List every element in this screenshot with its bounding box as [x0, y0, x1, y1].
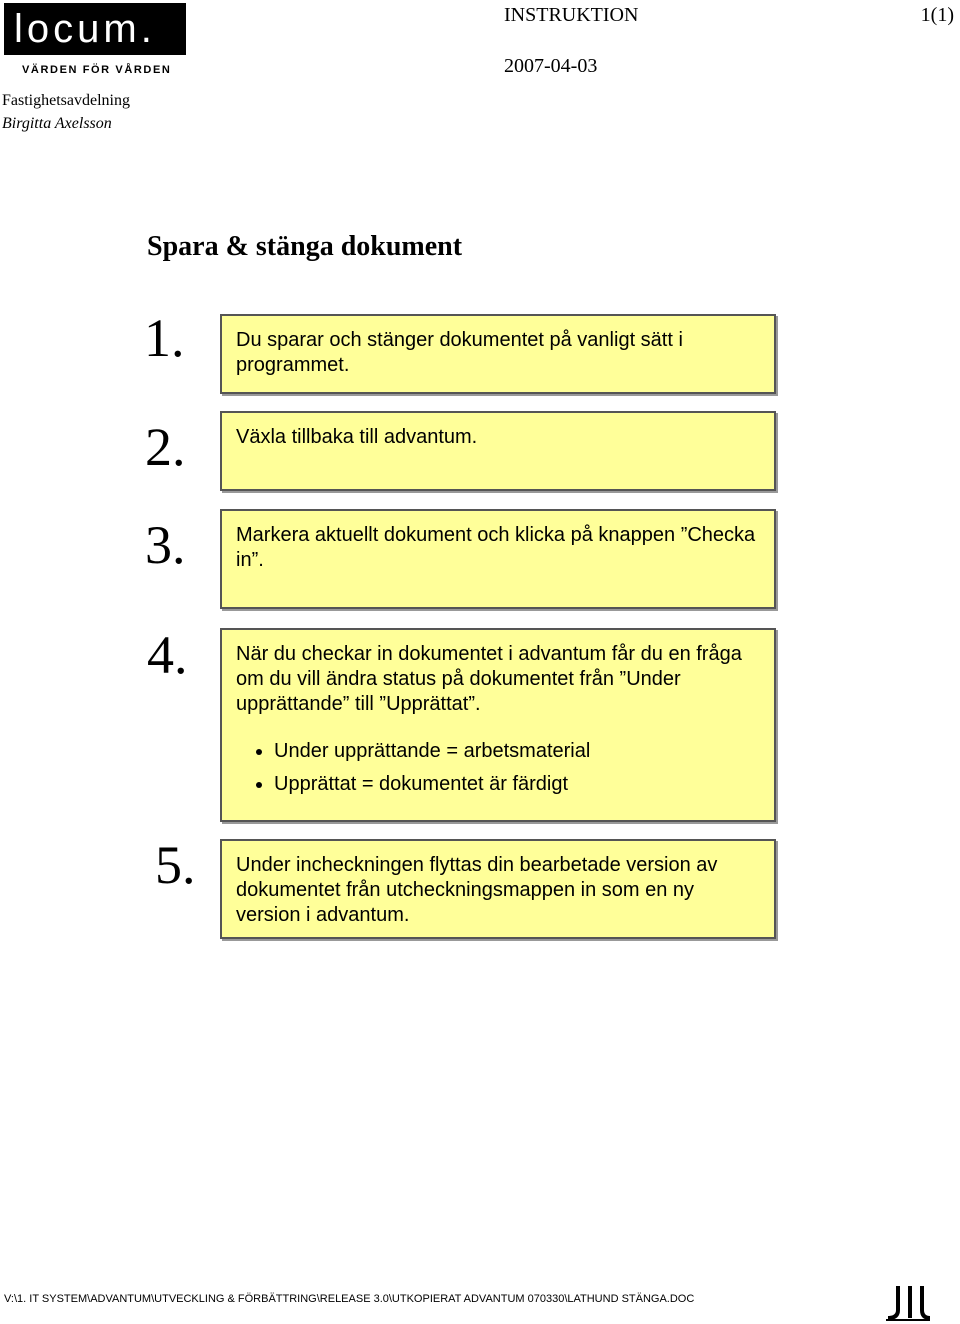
author: Birgitta Axelsson [2, 115, 112, 132]
step-number-4: 4. [147, 625, 188, 685]
document-title: Spara & stänga dokument [147, 231, 463, 262]
step-box-4 [220, 628, 776, 822]
status-list-item: • Under upprättande = arbetsmaterial [274, 735, 760, 768]
step-text-5: Under incheckningen flyttas din bearbetade version av dokumentet från utcheckningsmappen in som en ny version i advantum. [236, 854, 718, 926]
logo-text: locum. [14, 7, 156, 51]
step-text-3: Markera aktuellt dokument och klicka på knappen ”Checka in”. [236, 524, 756, 571]
status-list-item: • Upprättat = dokumentet är färdigt [274, 768, 760, 801]
step-box-5 [220, 839, 776, 939]
step-box-1 [220, 314, 776, 394]
step-text-4: När du checkar in dokumentet i advantum får du en fråga om du vill ändra status på dokumentet från ”Under upprättande” till ”Upprättat”. [236, 643, 742, 715]
document-date: 2007-04-03 [504, 55, 598, 77]
locum-logo [4, 3, 186, 55]
page-number: 1(1) [920, 4, 954, 26]
step-number-2: 2. [145, 417, 186, 477]
step-box-3 [220, 509, 776, 609]
step-number-1: 1. [144, 308, 185, 368]
step-text-1: Du sparar och stänger dokumentet på vanligt sätt i programmet. [236, 329, 683, 376]
document-type: INSTRUKTION [504, 4, 639, 26]
step-text-2: Växla tillbaka till advantum. [236, 426, 478, 448]
status-list [236, 735, 760, 801]
step-box-2 [220, 411, 776, 491]
locum-symbol-icon [884, 1284, 932, 1322]
file-path: V:\1. IT SYSTEM\ADVANTUM\UTVECKLING & FÖRBÄTTRING\RELEASE 3.0\UTKOPIERAT ADVANTUM 070330\LATHUND STÄNGA.DOC [4, 1293, 695, 1305]
step-number-5: 5. [155, 835, 196, 895]
department: Fastighetsavdelning [2, 92, 130, 109]
step-number-3: 3. [145, 515, 186, 575]
logo-tagline: VÄRDEN FÖR VÅRDEN [22, 64, 172, 76]
